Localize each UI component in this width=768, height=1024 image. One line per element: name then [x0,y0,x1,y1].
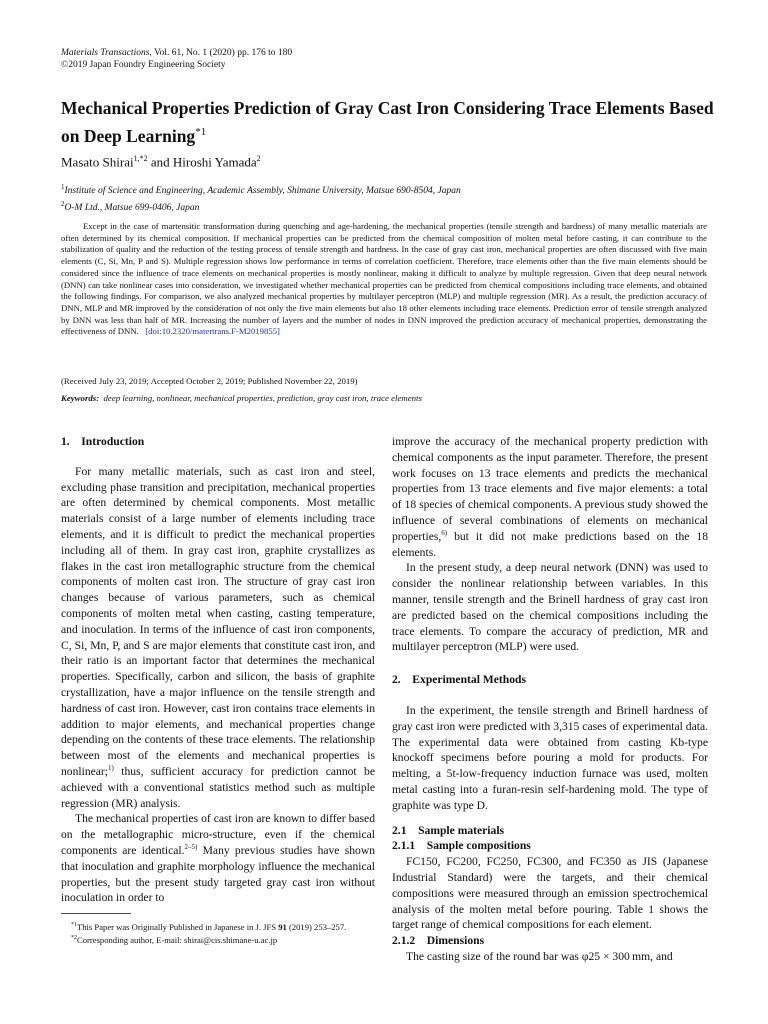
affiliation-1 [61,181,461,198]
journal-volume: , Vol. 61, No. 1 (2020) pp. 176 to 180 [149,48,293,58]
received-dates: (Received July 23, 2019; Accepted October 2, 2019; Published November 22, 2019) [61,376,358,386]
author-2-marks: 2 [256,154,261,163]
intro-paragraph-4: In the present study, a deep neural network (DNN) was used to consider the nonlinear relationship between variables. In this manner, tensile strength and the Brinell hardness of gray cast iron are predicted based on the chemical compositions including the trace elements. To compare the accuracy of prediction, MR and multilayer perceptron (MLP) were used. [392,561,708,654]
author-1-marks: 1,*2 [133,154,148,163]
journal-name: Materials Transactions [61,48,150,58]
footnote-2-mark: *2 [71,935,77,942]
intro-p3-text-a: improve the accuracy of the mechanical property prediction with chemical components as the input parameter. Therefore, the present work focuses on 13 trace elements and predicts the mechanical properties from 13 trace elements and five major elements: a total of 18 species of chemical components. A previous study showed the influence of several combinations of elements on mechanical properties, [392,435,708,543]
intro-p2-text-a: The mechanical properties of cast iron are known to differ based on the metallographic micro-structure, even if the chemical components are identical. [61,812,375,857]
keywords-label: Keywords: [61,393,100,403]
footnote-2-text: Corresponding author, E-mail: shirai@cis.shimane-u.ac.jp [77,935,278,946]
affiliation-2-mark: 2 [61,199,65,208]
intro-p2-text-b: Many previous studies have shown that inoculation and graphite morphology influence the mechanical properties, but the present study targeted gray cast iron without inoculation in order to [61,843,375,905]
keywords-text: deep learning, nonlinear, mechanical properties, prediction, gray cast iron, trace elements [103,393,422,403]
abstract [61,221,707,338]
copyright: ©2019 Japan Foundry Engineering Society [61,60,226,70]
subsection-heading-dimensions: 2.1.2 Dimensions [392,934,485,948]
authors [61,154,261,170]
intro-paragraph-1 [61,464,375,812]
keywords [61,393,422,403]
affiliations [61,181,461,214]
methods-paragraph-1: In the experiment, the tensile strength and Brinell hardness of gray cast iron were predicted with 3,315 cases of experimental data. The experimental data were obtained from casting Kb-type knockoff specimens before pouring a mold for products. For melting, a 5t-low-frequency induction furnace was used, molten metal casting into a furan-resin self-hardening mold. The type of graphite was type D. [392,703,708,812]
affiliation-1-text: Institute of Science and Engineering, Academic Assembly, Shimane University, Matsue 690-8504, Japan [64,186,461,197]
affiliation-1-mark: 1 [61,183,65,191]
citation-ref[interactable]: 1) [108,764,114,773]
footnote-1-volume: 91 [278,921,287,932]
footnote-2 [71,933,379,946]
methods-paragraph-3: The casting size of the round bar was φ25 × 300 mm, and [406,949,673,963]
footnotes [61,920,379,947]
paper-title [61,96,721,148]
intro-paragraph-2 [61,811,375,906]
journal-citation [61,47,292,59]
title-text: Mechanical Properties Prediction of Gray Cast Iron Considering Trace Elements Based on Deep Learning [61,98,714,146]
doi-link[interactable]: [doi:10.2320/matertrans.F-M2019855] [145,326,280,337]
abstract-text: Except in the case of martensitic transformation during quenching and age-hardening, the mechanical properties (tensile strength and hardness) of many metallic materials are often determined by its chemical composition. If mechanical properties can be predicted from the chemical composition of molten metal before casting, it can contribute to the stabilization of quality and the reduction of the testing process of tensile strength and hardness. In the case of gray cast iron, mechanical properties are often discussed with five main elements (C, Si, Mn, P and S). Multiple regression shows low performance in terms of correlation coefficient. Therefore, trace elements other than the five main elements should be considered since the influence of trace elements on mechanical properties is mostly nonlinear, making it difficult to analyze by multiple regression. Given that deep neural network (DNN) can take nonlinear cases into consideration, we investigated whether mechanical properties can be predicted from chemical compositions including trace elements, and obtained the following findings. For comparison, we also analyzed mechanical properties by multilayer perceptron (MLP) and multiple regression (MR). As a result, the prediction accuracy of DNN, MLP and MR improved by the consideration of not only the five main elements but also 18 other elements including trace elements. Prediction error of tensile strength analyzed by DNN was less than half of MR. Increasing the number of layers and the number of nodes in DNN improved the prediction accuracy of mechanical properties, demonstrating the effectiveness of DNN. [61,221,707,337]
author-1: Masato Shirai [61,154,134,170]
section-heading-introduction: 1. Introduction [61,435,145,448]
footnote-rule [61,913,131,914]
section-heading-experimental-methods: 2. Experimental Methods [392,673,526,687]
footnote-1-pages: (2019) 253–257. [286,921,347,932]
affiliation-2-text: O-M Ltd., Matsue 699-0406, Japan [64,202,200,213]
citation-ref[interactable]: 2–5) [184,843,198,852]
footnote-1-mark: *1 [71,922,77,928]
citation-ref[interactable]: 6) [441,528,448,537]
author-conjunction: and [147,154,173,170]
footnote-1-text: This Paper was Originally Published in Japanese in J. JFS [77,921,279,932]
journal-header [61,47,292,71]
subsection-heading-sample-materials: 2.1 Sample materials [392,823,505,837]
intro-paragraph-3 [392,434,708,560]
intro-p1-text-b: thus, sufficient accuracy for prediction cannot be achieved with a conventional statistics method such as multiple regression (MR) analysis. [61,764,375,810]
right-column [392,434,708,965]
title-footnote-mark: *1 [195,126,207,138]
author-2: Hiroshi Yamada [172,154,257,170]
subsection-heading-sample-compositions: 2.1.1 Sample compositions [392,839,531,853]
left-column [61,434,375,906]
intro-p3-text-b: but it did not make predictions based on the 18 elements. [392,529,708,559]
methods-paragraph-2: FC150, FC200, FC250, FC300, and FC350 as JIS (Japanese Industrial Standard) were the targets, and their chemical compositions were measured through an emission spectrochemical analysis of the molten metal before pouring. Table 1 shows the target range of chemical compositions for each element. [392,855,708,932]
intro-p1-text-a: For many metallic materials, such as cast iron and steel, excluding phase transition and precipitation, mechanical properties are often determined by chemical components. Most metallic materials consist of a large number of elements including trace elements, and it is difficult to predict the mechanical properties including all of them. In gray cast iron, graphite crystallizes as flakes in the cast iron metallographic structure from the chemical components of molten cast iron. The structure of gray cast iron changes because of various parameters, such as chemical components of molten metal when casting, casting temperature, and inoculation. In terms of the influence of cast iron components, C, Si, Mn, P, and S are major elements that constitute cast iron, and their ratio is an important factor that determines the mechanical properties. Specifically, carbon and silicon, the basis of graphite crystallization, have a major influence on the tensile strength and hardness of cast iron. However, cast iron contains trace elements in addition to major elements, and mechanical properties change depending on the contents of these trace elements. The relationship between most of the elements and mechanical properties is nonlinear; [61,464,375,778]
affiliation-2 [61,198,461,215]
footnote-1 [71,920,379,933]
